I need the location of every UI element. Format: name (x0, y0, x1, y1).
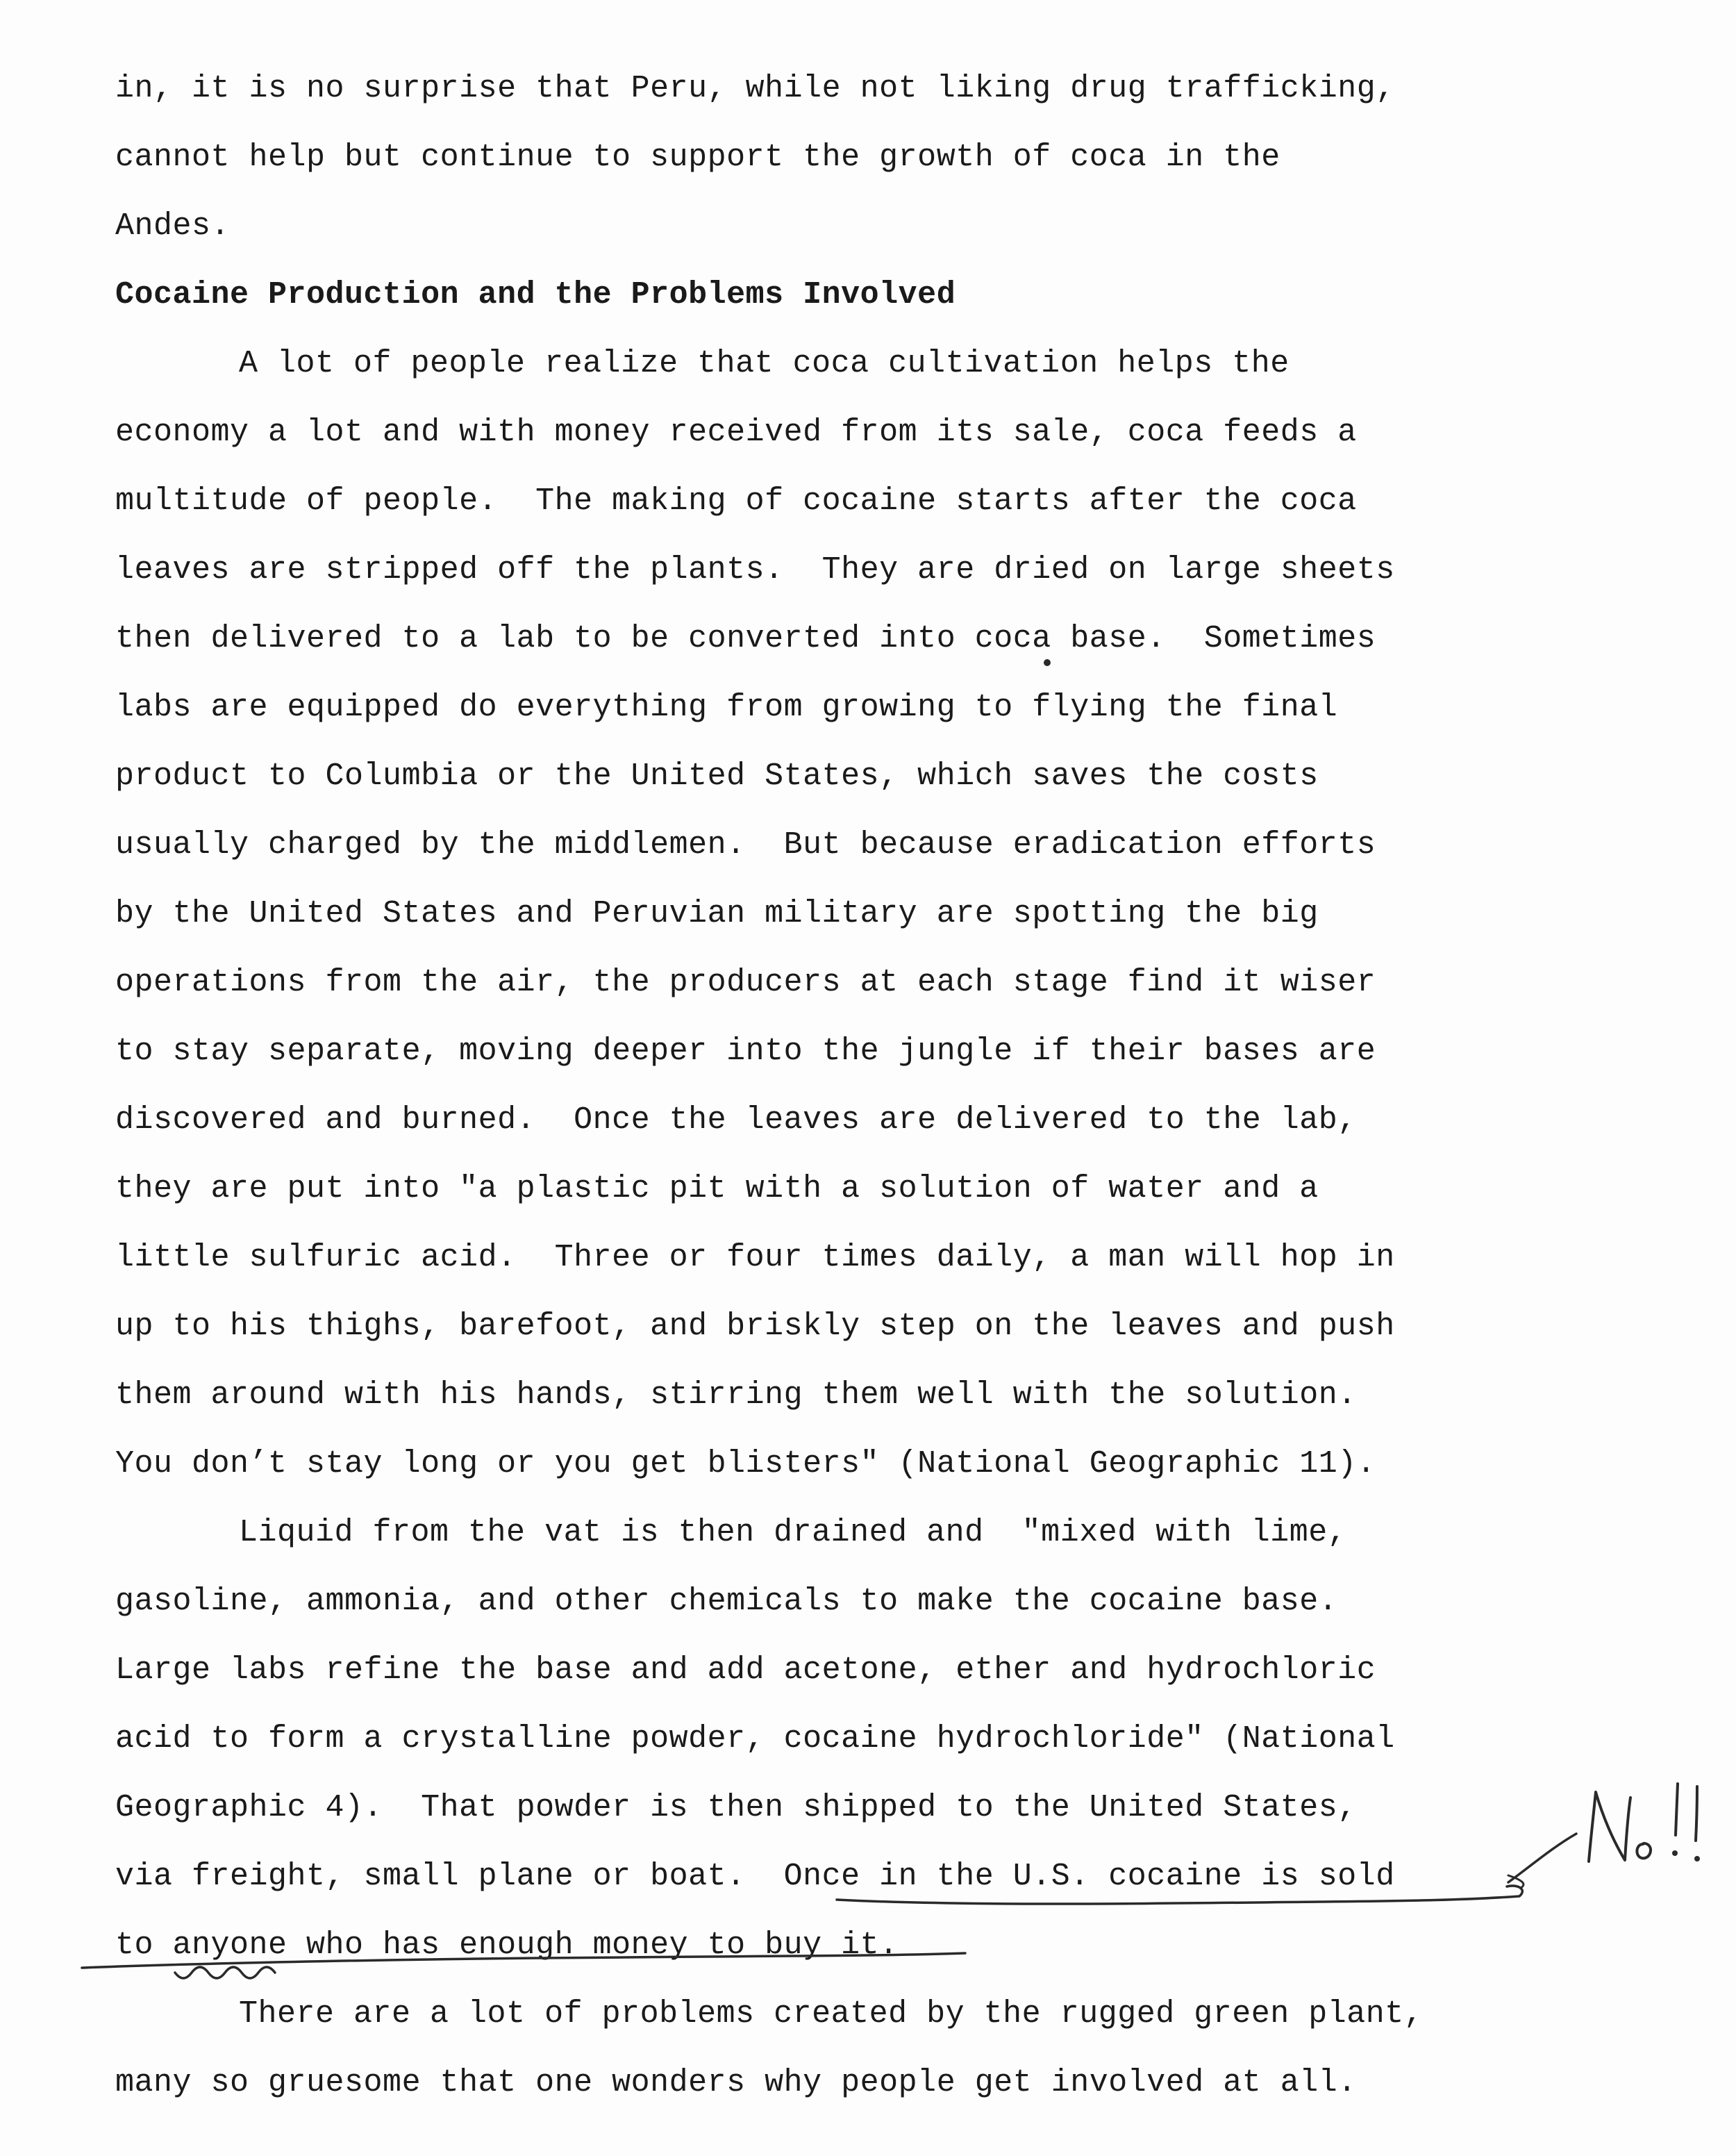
text-line: many so gruesome that one wonders why people get involved at all. (115, 2065, 1357, 2100)
text-line: little sulfuric acid. Three or four times daily, a man will hop in (115, 1240, 1395, 1275)
text-line: multitude of people. The making of cocaine starts after the coca (115, 483, 1357, 519)
text-line: cannot help but continue to support the growth of coca in the (115, 140, 1280, 175)
text-line: A lot of people realize that coca cultivation helps the (239, 346, 1290, 381)
text-line: Andes. (115, 208, 231, 244)
text-line: product to Columbia or the United States, which saves the costs (115, 758, 1319, 794)
text-line: up to his thighs, barefoot, and briskly step on the leaves and push (115, 1309, 1395, 1344)
connector-line (1508, 1834, 1576, 1882)
text-line: Liquid from the vat is then drained and "mixed with lime, (239, 1515, 1347, 1550)
text-line: in, it is no surprise that Peru, while not liking drug trafficking, (115, 71, 1395, 106)
text-line: labs are equipped do everything from growing to flying the final (115, 690, 1338, 725)
text-line: economy a lot and with money received from its sale, coca feeds a (115, 415, 1357, 450)
text-line: via freight, small plane or boat. Once in the U.S. cocaine is sold (115, 1859, 1395, 1894)
text-line: operations from the air, the producers at each stage find it wiser (115, 965, 1376, 1000)
text-line: There are a lot of problems created by the rugged green plant, (239, 1996, 1424, 2032)
text-line: Large labs refine the base and add acetone, ether and hydrochloric (115, 1652, 1376, 1688)
text-line: them around with his hands, stirring them well with the solution. (115, 1377, 1357, 1413)
text-line: You don’t stay long or you get blisters" (National Geographic 11). (115, 1446, 1376, 1482)
handwritten-note-no (1575, 1778, 1714, 1882)
text-line: acid to form a crystalline powder, cocaine hydrochloride" (National (115, 1721, 1395, 1757)
text-line: usually charged by the middlemen. But because eradication efforts (115, 827, 1376, 863)
text-line: by the United States and Peruvian military are spotting the big (115, 896, 1319, 931)
text-line: to stay separate, moving deeper into the jungle if their bases are (115, 1034, 1376, 1069)
text-line: gasoline, ammonia, and other chemicals to make the cocaine base. (115, 1584, 1338, 1619)
text-line: then delivered to a lab to be converted into coca base. Sometimes (115, 621, 1376, 656)
text-line: discovered and burned. Once the leaves are delivered to the lab, (115, 1102, 1357, 1138)
underline-hook-mark (1508, 1875, 1524, 1888)
text-line: to anyone who has enough money to buy it. (115, 1927, 899, 1963)
text-line: they are put into "a plastic pit with a solution of water and a (115, 1171, 1319, 1206)
text-line: leaves are stripped off the plants. They are dried on large sheets (115, 552, 1395, 588)
section-heading: Cocaine Production and the Problems Involved (115, 277, 956, 313)
text-line: Geographic 4). That powder is then shipped to the United States, (115, 1790, 1357, 1825)
